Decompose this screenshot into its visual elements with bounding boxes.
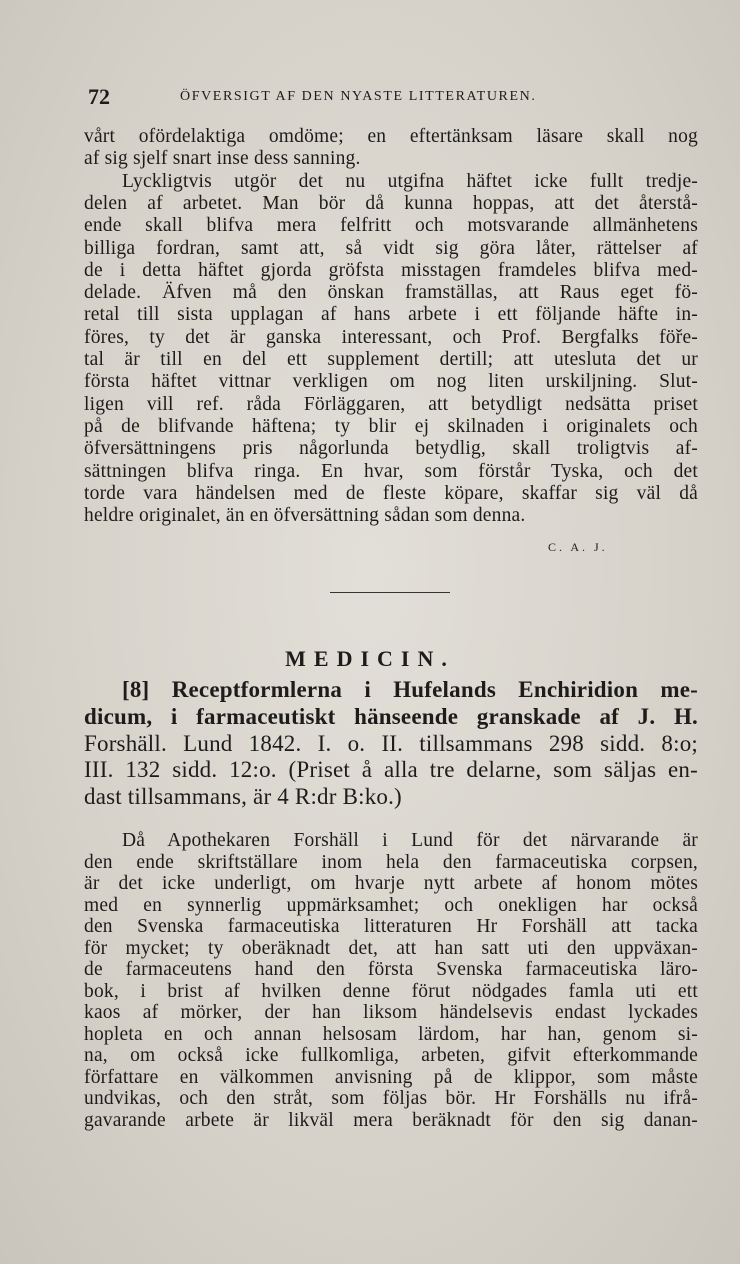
entry-line: dast tillsammans, är 4 R:dr B:ko.) [84,784,402,810]
text-line: ligen vill ref. råda Förläggaren, att betydligt nedsätta priset [84,393,698,415]
text-line: tal är till en del ett supplement dertill; att utesluta det ur [84,349,698,370]
text-line: vårt ofördelaktiga omdöme; en eftertänksam läsare skall nog [84,126,698,147]
text-line: na, om också icke fullkomliga, arbeten, gifvit efterkommande [84,1045,698,1066]
text-line: kaos af mörker, der han liksom händelsevis endast lyckades [84,1002,698,1023]
text-line: föres, ty det är ganska interessant, och Prof. Bergfalks föře- [84,326,698,348]
text-line: heldre originalet, än en öfversättning sådan som denna. [84,505,526,527]
text-line: de farmaceutens hand den första Svenska farmaceutiska läro- [84,959,698,980]
text-line: billiga fordran, samt att, så vidt sig göra låter, rättelser af [84,237,698,259]
section-divider [330,592,450,593]
text-line: öfversättningens pris någorlunda betydlig, skall troligtvis af- [84,438,698,460]
text-line: hopleta en och annan helsosam lärdom, har han, genom si- [84,1023,698,1045]
page-header [88,84,648,108]
text-line: undvikas, och den stråt, som följas bör. Hr Forshälls nu ifrå- [84,1088,698,1109]
text-line: författare en välkommen anvisning på de klippor, som måste [84,1066,698,1088]
text-line: de i detta häftet gjorda gröfsta misstagen framdeles blifva med- [84,259,698,281]
entry-line: dicum, i farmaceutiskt hänseende granskade af J. H. [84,703,698,729]
entry-line: III. 132 sidd. 12:o. (Priset å alla tre delarne, som säljas en- [84,757,698,783]
text-line: är det icke underligt, om hvarje nytt arbete af honom mötes [84,873,698,894]
text-line: för mycket; ty oberäknadt det, att han satt uti den uppväxan- [84,937,698,959]
text-line: delade. Äfven må den önskan framställas, att Raus eget fö- [84,282,698,304]
text-line: gavarande arbete är likväl mera beräknadt för den sig danan- [84,1109,698,1131]
text-line: den ende skriftställare inom hela den farmaceutiska corpsen, [84,851,698,873]
section-title: MEDICIN. [285,646,455,671]
text-line: med en synnerlig uppmärksamhet; och onekligen har också [84,894,698,916]
text-line: Lyckligtvis utgör det nu utgifna häftet icke fullt tredje- [122,170,698,192]
text-line: torde vara händelsen med de fleste köpare, skaffar sig väl då [84,482,698,504]
page-number: 72 [88,84,110,109]
text-line: på de blifvande häftena; ty blir ej skilnaden i originalets och [84,415,698,437]
text-line: retal till sista upplagan af hans arbete i ett följande häfte in- [84,304,698,326]
text-line: den Svenska farmaceutiska litteraturen Hr Forshäll att tacka [84,916,698,937]
entry-line: [8] Receptformlerna i Hufelands Enchiridion me- [122,677,698,702]
text-line: första häftet vittnar verkligen om nog liten urskiljning. Slut- [84,371,698,393]
signature: C. A. J. [548,540,608,554]
text-line: bok, i brist af hvilken denne förut nödgades famla uti ett [84,980,698,1002]
text-line: ende skall blifva mera felfritt och motsvarande allmänhetens [84,215,698,237]
text-line: delen af arbetet. Man bör då kunna hoppas, att det återstå- [84,192,698,214]
text-line: sättningen blifva ringa. En hvar, som förstår Tyska, och det [84,460,698,482]
text-line: af sig sjelf snart inse dess sanning. [84,148,361,170]
text-line: Då Apothekaren Forshäll i Lund för det närvarande är [122,830,698,851]
running-head: ÖFVERSIGT AF DEN NYASTE LITTERATUREN. [180,89,537,104]
entry-line: Forshäll. Lund 1842. I. o. II. tillsammans 298 sidd. 8:o; [84,730,698,756]
